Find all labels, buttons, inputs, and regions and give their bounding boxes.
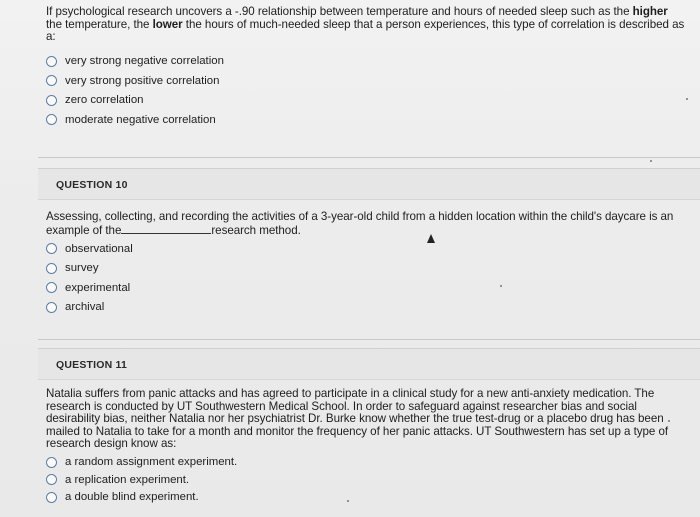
question-11-option-2[interactable] bbox=[46, 471, 670, 489]
option-label: moderate negative correlation bbox=[65, 113, 216, 126]
radio-button-icon[interactable] bbox=[46, 95, 57, 106]
option-label: experimental bbox=[65, 281, 131, 294]
option-label: zero correlation bbox=[65, 94, 144, 107]
question-9-options bbox=[46, 52, 686, 130]
answer-blank bbox=[121, 224, 211, 234]
question-11-header bbox=[38, 348, 700, 380]
radio-button-icon[interactable] bbox=[46, 75, 57, 86]
option-label: a replication experiment. bbox=[65, 473, 190, 486]
question-10-option-4[interactable] bbox=[46, 298, 686, 318]
radio-button-icon[interactable] bbox=[46, 114, 57, 125]
question-9-option-2[interactable] bbox=[46, 71, 686, 91]
radio-button-icon[interactable] bbox=[46, 243, 57, 254]
question-10-option-3[interactable] bbox=[46, 278, 686, 298]
question-10-options bbox=[46, 239, 686, 317]
radio-button-icon[interactable] bbox=[46, 492, 57, 503]
screen-speck bbox=[347, 500, 349, 502]
radio-button-icon[interactable] bbox=[46, 56, 57, 67]
question-9-prompt-part: the temperature, the bbox=[46, 17, 153, 31]
option-label: a random assignment experiment. bbox=[65, 456, 238, 469]
option-label: survey bbox=[65, 262, 99, 275]
question-9-option-4[interactable] bbox=[46, 110, 686, 130]
question-11-option-3[interactable] bbox=[46, 489, 670, 507]
question-9-prompt-part: If psychological research uncovers a -.90 relationship between temperature and hours of needed sleep such as the bbox=[46, 5, 633, 18]
radio-button-icon[interactable] bbox=[46, 282, 57, 293]
question-10-header bbox=[38, 168, 700, 200]
question-11-prompt: Natalia suffers from panic attacks and has agreed to participate in a clinical study for a new anti-anxiety medication. The research is conducted by UT Southwestern Medical School. In order to safeguard against researcher bias and social desirability bias, neither Natalia nor her psychiatrist Dr. Burke know whether the true test-drug or a placebo drug has been mailed to Natalia to take for a month and monitor the frequency of her panic attacks. UT Southwestern has set up a type of research design know as: bbox=[46, 387, 669, 450]
radio-button-icon[interactable] bbox=[46, 302, 57, 313]
question-11-option-1[interactable] bbox=[46, 454, 670, 472]
radio-button-icon[interactable] bbox=[46, 474, 57, 485]
question-9-prompt bbox=[46, 6, 686, 44]
question-10-option-1[interactable] bbox=[46, 239, 686, 259]
screen-speck bbox=[668, 420, 670, 422]
radio-button-icon[interactable] bbox=[46, 457, 57, 468]
screen-speck bbox=[686, 98, 688, 100]
option-label: observational bbox=[65, 242, 133, 255]
question-10-prompt-part: Assessing, collecting, and recording the activities of a 3-year-old child from a hidden location within the child's daycare is an example of the bbox=[46, 210, 674, 237]
question-10-prompt bbox=[46, 211, 686, 237]
question-10-prompt-part: research method. bbox=[211, 223, 301, 237]
mouse-cursor-icon bbox=[427, 234, 435, 243]
screen-speck bbox=[500, 285, 502, 287]
question-10-option-2[interactable] bbox=[46, 259, 686, 279]
question-9-option-3[interactable] bbox=[46, 91, 686, 111]
section-divider bbox=[38, 157, 700, 158]
option-label: archival bbox=[65, 301, 105, 314]
option-label: a double blind experiment. bbox=[65, 491, 199, 504]
question-11-title: QUESTION 11 bbox=[56, 359, 128, 371]
question-9-prompt-bold-lower: lower bbox=[152, 17, 183, 31]
question-9-prompt-part: the hours of much-needed sleep that a person experiences, this type of correlation is described as a: bbox=[46, 17, 685, 43]
option-label: very strong negative correlation bbox=[65, 55, 224, 68]
radio-button-icon[interactable] bbox=[46, 263, 57, 274]
question-9-option-1[interactable] bbox=[46, 52, 686, 72]
question-10-title: QUESTION 10 bbox=[56, 179, 128, 191]
question-9-prompt-bold-higher: higher bbox=[632, 5, 668, 18]
option-label: very strong positive correlation bbox=[65, 74, 220, 87]
question-10 bbox=[46, 211, 686, 317]
screen-speck bbox=[650, 160, 652, 162]
question-11-options bbox=[46, 454, 670, 507]
section-divider bbox=[38, 339, 700, 340]
question-9 bbox=[46, 6, 686, 130]
question-11 bbox=[46, 388, 670, 506]
